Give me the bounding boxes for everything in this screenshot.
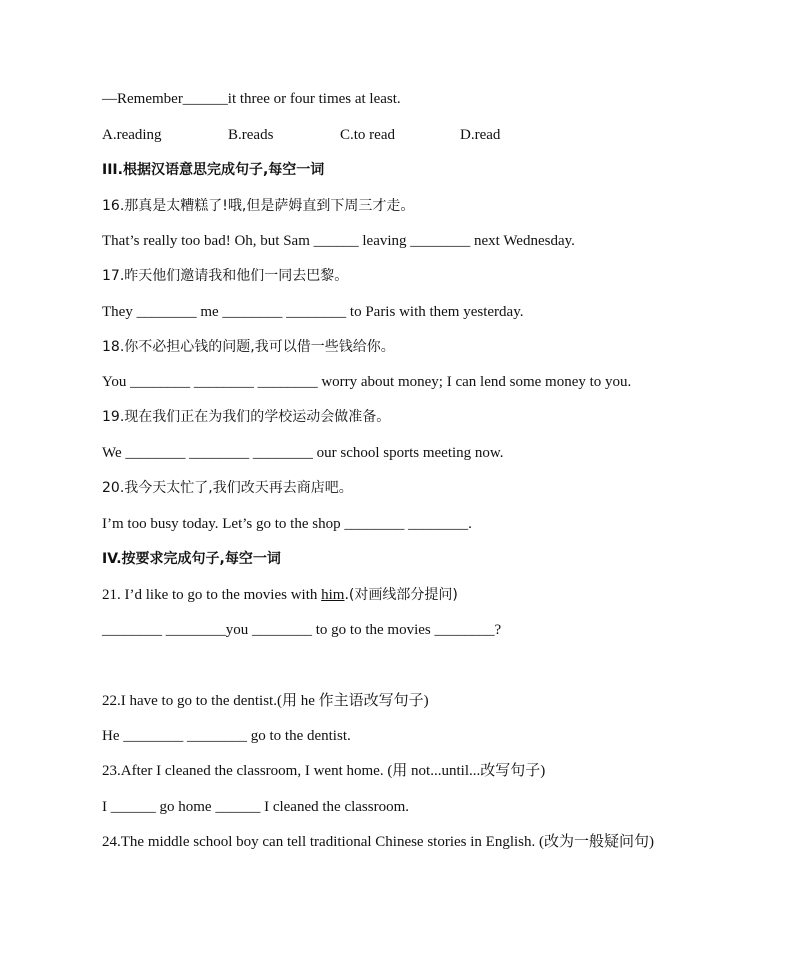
q24-prompt: 24.The middle school boy can tell traditional Chinese stories in English. (改为一般疑问句)	[102, 834, 654, 850]
q16-chinese: 16.那真是太糟糕了!哦,但是萨姆直到下周三才走。	[102, 198, 415, 214]
q19-chinese: 19.现在我们正在为我们的学校运动会做准备。	[102, 409, 391, 425]
q18-english: You ________ ________ ________ worry about money; I can lend some money to you.	[102, 374, 632, 390]
q21-suffix: .(对画线部分提问)	[344, 587, 458, 603]
section-4-title: IV.按要求完成句子,每空一词	[102, 551, 281, 567]
q18-chinese: 18.你不必担心钱的问题,我可以借一些钱给你。	[102, 339, 395, 355]
q16-english: That’s really too bad! Oh, but Sam ______ leaving ________ next Wednesday.	[102, 233, 575, 249]
q21-prompt	[102, 585, 458, 605]
option-d: D.read	[460, 127, 501, 143]
option-b: B.reads	[228, 127, 274, 143]
q20-english: I’m too busy today. Let’s go to the shop ________ ________.	[102, 516, 472, 532]
section-3-title: III.根据汉语意思完成句子,每空一词	[102, 162, 325, 178]
q23-prompt: 23.After I cleaned the classroom, I went home. (用 not...until...改写句子)	[102, 763, 546, 779]
option-c: C.to read	[340, 127, 395, 143]
q15-stem: —Remember______it three or four times at least.	[102, 91, 401, 107]
q22-answer-line: He ________ ________ go to the dentist.	[102, 728, 351, 744]
q17-chinese: 17.昨天他们邀请我和他们一同去巴黎。	[102, 268, 349, 284]
q22-prompt: 22.I have to go to the dentist.(用 he 作主语改写句子)	[102, 693, 429, 709]
q21-underlined-word: him	[321, 587, 345, 603]
q17-english: They ________ me ________ ________ to Paris with them yesterday.	[102, 304, 524, 320]
q21-answer-line: ________ ________you ________ to go to the movies ________?	[102, 622, 502, 638]
option-a: A.reading	[102, 127, 162, 143]
q20-chinese: 20.我今天太忙了,我们改天再去商店吧。	[102, 480, 353, 496]
q19-english: We ________ ________ ________ our school sports meeting now.	[102, 445, 504, 461]
q21-prefix: 21. I’d like to go to the movies with	[102, 587, 322, 603]
q23-answer-line: I ______ go home ______ I cleaned the classroom.	[102, 799, 410, 815]
